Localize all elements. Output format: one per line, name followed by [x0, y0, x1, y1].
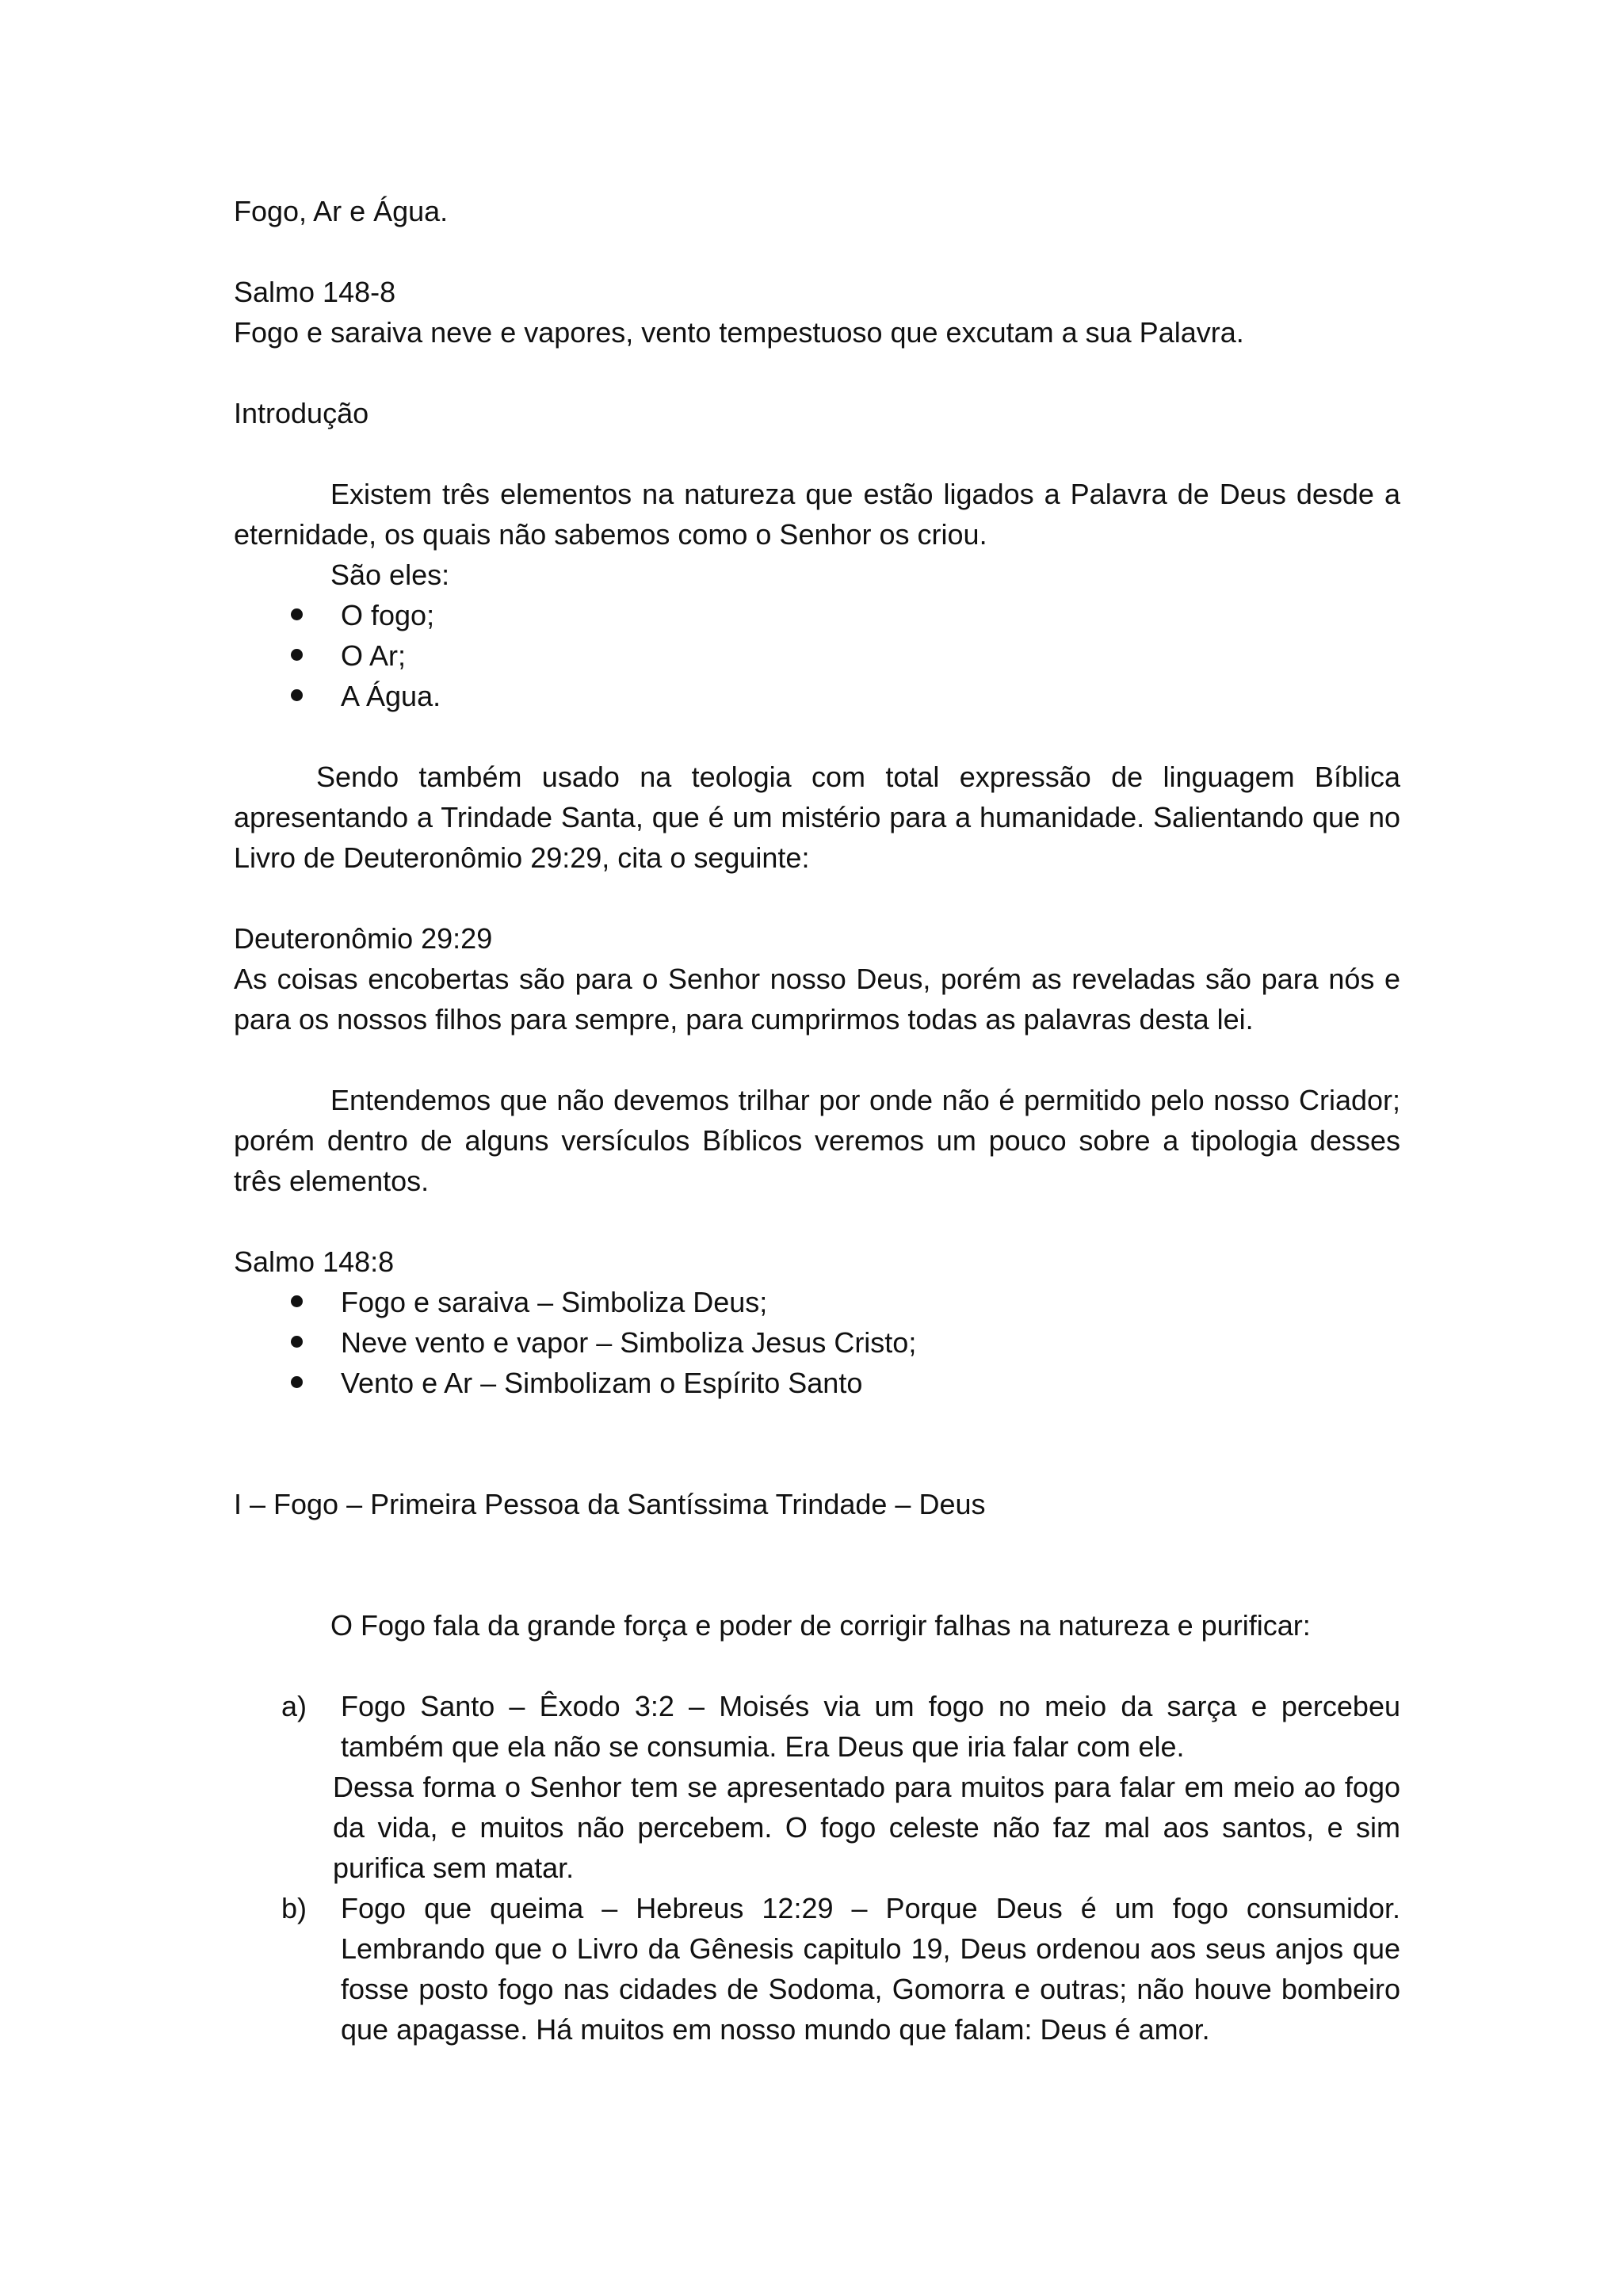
- deut-reference: Deuteronômio 29:29: [234, 922, 493, 955]
- elements-list: [234, 595, 1400, 716]
- list-item: [234, 1363, 1400, 1403]
- theology-paragraph: Sendo também usado na teologia com total expressão de linguagem Bíblica apresentando a Trindade Santa, que é um mistério para a humanidade. Salientando que no Livro de Deuteronômio 29:29, cita o seguinte:: [234, 761, 1400, 874]
- list-marker: b): [281, 1892, 307, 1924]
- document-title: Fogo, Ar e Água.: [234, 195, 449, 227]
- list-item-text: Fogo Santo – Êxodo 3:2 – Moisés via um fogo no meio da sarça e percebeu também que ela não se consumia. Era Deus que iria falar com ele.: [341, 1690, 1400, 1763]
- document-body: [234, 191, 1400, 2050]
- list-item-label: O Ar;: [341, 639, 407, 672]
- epigraph-reference: Salmo 148-8: [234, 276, 396, 308]
- list-item-text: Fogo que queima – Hebreus 12:29 – Porque Deus é um fogo consumidor. Lembrando que o Livro da Gênesis capitulo 19, Deus ordenou aos seus anjos que fosse posto fogo nas cidades de Sodoma, Gomorra e outras; não houve bombeiro que apagasse. Há muitos em nosso mundo que falam: Deus é amor.: [341, 1892, 1400, 2046]
- fire-list: [234, 1686, 1400, 2050]
- list-item: [234, 1282, 1400, 1322]
- list-item-continuation: Dessa forma o Senhor tem se apresentado para muitos para falar em meio ao fogo da vida, e muitos não percebem. O fogo celeste não faz mal aos santos, e sim purifica sem matar.: [333, 1771, 1400, 1884]
- list-item: [234, 1686, 1400, 1888]
- list-item-label: O fogo;: [341, 599, 435, 631]
- list-item: [234, 595, 1400, 635]
- list-item-label: Neve vento e vapor – Simboliza Jesus Cristo;: [341, 1326, 917, 1359]
- bullet-icon: [291, 649, 303, 661]
- list-item-label: Vento e Ar – Simbolizam o Espírito Santo: [341, 1367, 863, 1399]
- section-heading: I – Fogo – Primeira Pessoa da Santíssima Trindade – Deus: [234, 1488, 986, 1520]
- section-intro: O Fogo fala da grande força e poder de corrigir falhas na natureza e purificar:: [330, 1609, 1311, 1642]
- list-item-label: Fogo e saraiva – Simboliza Deus;: [341, 1286, 768, 1318]
- symbols-list: [234, 1282, 1400, 1403]
- bullet-icon: [291, 1295, 303, 1307]
- list-item: [234, 635, 1400, 676]
- bullet-icon: [291, 1336, 303, 1348]
- list-item: [234, 1888, 1400, 2050]
- intro-paragraph: Existem três elementos na natureza que estão ligados a Palavra de Deus desde a eternidade, os quais não sabemos como o Senhor os criou.: [234, 478, 1400, 551]
- list-item: [234, 1322, 1400, 1363]
- psalm-reference: Salmo 148:8: [234, 1245, 395, 1278]
- list-item-label: A Água.: [341, 680, 441, 712]
- list-intro: São eles:: [330, 559, 450, 591]
- bullet-icon: [291, 689, 303, 701]
- deut-text: As coisas encobertas são para o Senhor nosso Deus, porém as reveladas são para nós e para os nossos filhos para sempre, para cumprirmos todas as palavras desta lei.: [234, 963, 1400, 1035]
- understanding-paragraph: Entendemos que não devemos trilhar por onde não é permitido pelo nosso Criador; porém dentro de alguns versículos Bíblicos veremos um pouco sobre a tipologia desses três elementos.: [234, 1084, 1400, 1197]
- list-item: [234, 676, 1400, 716]
- epigraph-text: Fogo e saraiva neve e vapores, vento tempestuoso que excutam a sua Palavra.: [234, 316, 1244, 349]
- intro-heading: Introdução: [234, 397, 369, 429]
- bullet-icon: [291, 608, 303, 620]
- bullet-icon: [291, 1376, 303, 1388]
- list-marker: a): [281, 1690, 307, 1722]
